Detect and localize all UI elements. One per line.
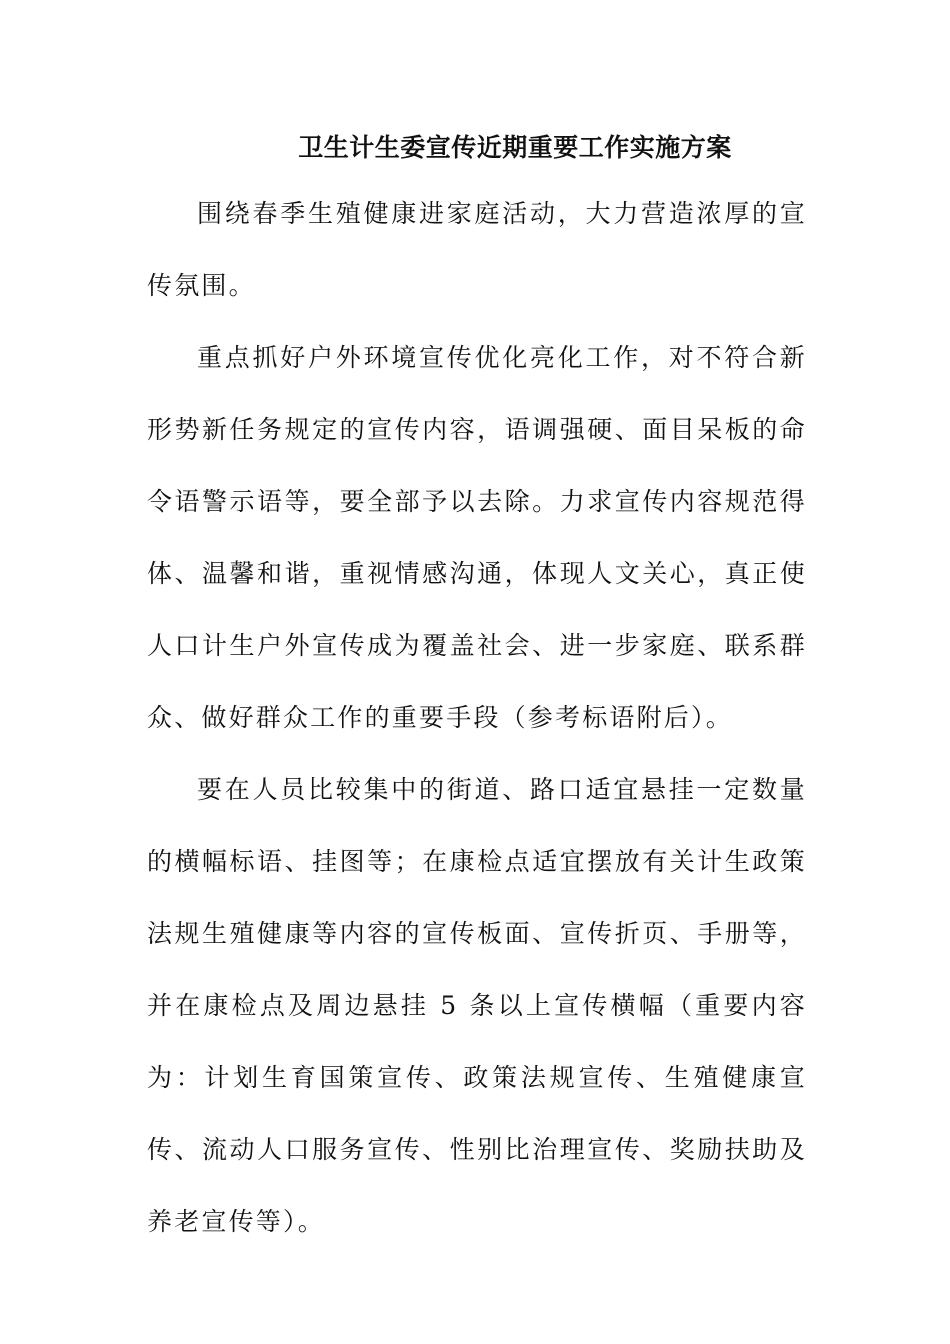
document-title: 卫生计生委宣传近期重要工作实施方案 bbox=[298, 133, 732, 162]
paragraph-1: 围绕春季生殖健康进家庭活动，大力营造浓厚的宣传氛围。 bbox=[147, 199, 807, 300]
paragraph-3: 要在人员比较集中的街道、路口适宜悬挂一定数量的横幅标语、挂图等；在康检点适宜摆放有关计生政策法规生殖健康等内容的宣传板面、宣传折页、手册等，并在康检点及周边悬挂 5 条以上宣传横幅（重要内容为：计划生育国策宣传、政策法规宣传、生殖健康宣传、流动人口服务宣传、性别比治理宣传、奖励扶助及养老宣传等）。 bbox=[147, 775, 807, 1236]
paragraph-2: 重点抓好户外环境宣传优化亮化工作，对不符合新形势新任务规定的宣传内容，语调强硬、面目呆板的命令语警示语等，要全部予以去除。力求宣传内容规范得体、温馨和谐，重视情感沟通，体现人文关心，真正使人口计生户外宣传成为覆盖社会、进一步家庭、联系群众、做好群众工作的重要手段（参考标语附后）。 bbox=[147, 343, 807, 732]
document-body bbox=[147, 178, 807, 1258]
